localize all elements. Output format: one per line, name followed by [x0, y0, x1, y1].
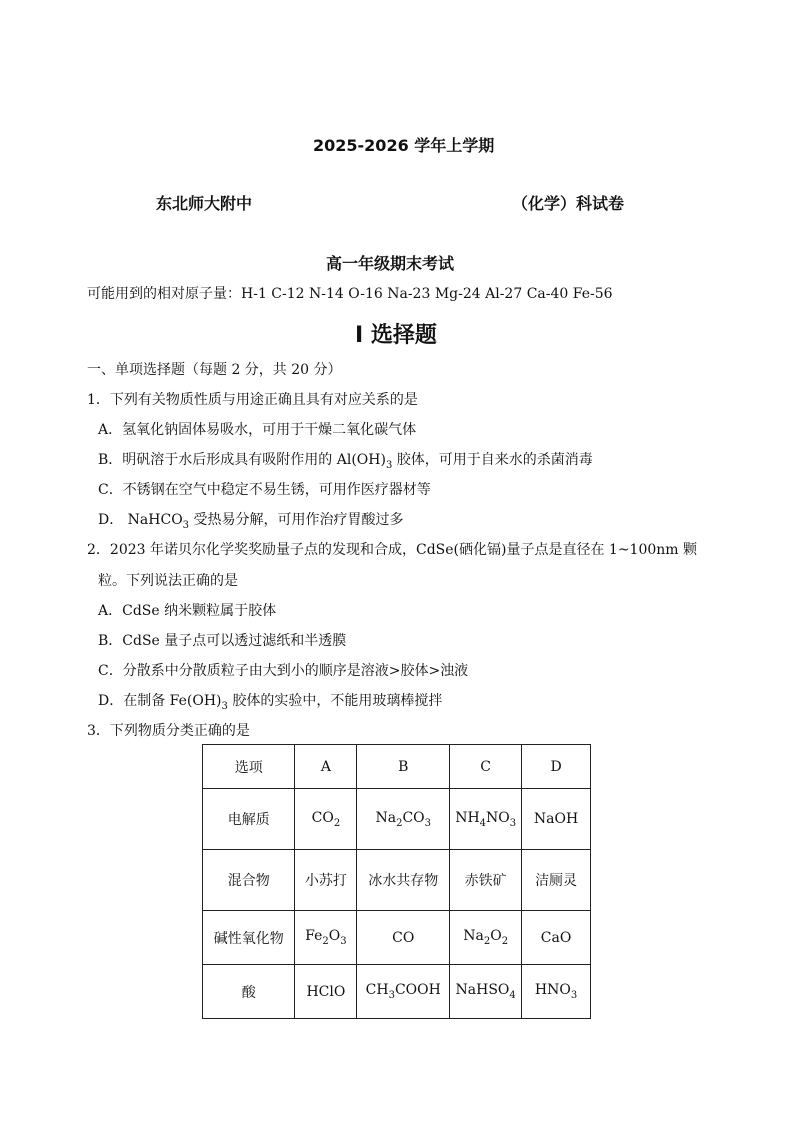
q2-option-c: C．分散系中分散质粒子由大到小的顺序是溶液>胶体>浊液	[98, 663, 469, 679]
q1-option-a: A．氢氧化钠固体易吸水，可用于干燥二氧化碳气体	[98, 422, 417, 438]
table-cell: $Na_2CO_3$	[357, 789, 450, 850]
table-header-cell: B	[357, 745, 450, 789]
table-cell: CO	[357, 911, 450, 965]
q3-stem: 3．下列物质分类正确的是	[87, 723, 250, 739]
table-row	[203, 850, 591, 911]
table-cell: 赤铁矿	[450, 850, 522, 911]
table-cell: CaO	[522, 911, 591, 965]
table-cell: $Fe_2O_3$	[295, 911, 357, 965]
row-label: 电解质	[203, 789, 295, 850]
table-row	[203, 911, 591, 965]
section-subtitle: 一、单项选择题（每题 2 分，共 20 分）	[87, 362, 342, 378]
q2-stem-line1: 2．2023 年诺贝尔化学奖奖励量子点的发现和合成，CdSe(硒化镉)量子点是直径在 1~100nm 颗	[87, 542, 698, 558]
table-cell: $HNO_3$	[522, 965, 591, 1019]
year-term-title: 2025-2026 学年上学期	[313, 136, 495, 155]
row-label: 碱性氧化物	[203, 911, 295, 965]
table-header-cell: A	[295, 745, 357, 789]
q1-option-c: C．不锈钢在空气中稳定不易生锈，可用作医疗器材等	[98, 482, 431, 498]
table-header-cell: 选项	[203, 745, 295, 789]
q2-option-b: B．CdSe 量子点可以透过滤纸和半透膜	[98, 633, 347, 649]
table-cell: NaOH	[522, 789, 591, 850]
table-cell: 冰水共存物	[357, 850, 450, 911]
q1-option-b: B．明矾溶于水后形成具有吸附作用的 $Al(OH)_3$ 胶体，可用于自来水的杀菌消毒	[98, 452, 593, 471]
school-name: 东北师大附中	[156, 194, 253, 213]
table-header-cell: D	[522, 745, 591, 789]
q1-stem: 1．下列有关物质性质与用途正确且具有对应关系的是	[87, 392, 418, 408]
q2-stem-line2: 粒。下列说法正确的是	[98, 573, 238, 589]
table-cell: $CH_3COOH$	[357, 965, 450, 1019]
table-cell: 洁厕灵	[522, 850, 591, 911]
table-cell: $Na_2O_2$	[450, 911, 522, 965]
classification-table	[202, 744, 591, 1019]
q1-option-d: D． NaHCO$_3$ 受热易分解，可用作治疗胃酸过多	[98, 512, 404, 531]
table-row	[203, 965, 591, 1019]
table-cell: $NH_4NO_3$	[450, 789, 522, 850]
table-header-row	[203, 745, 591, 789]
row-label: 酸	[203, 965, 295, 1019]
table-cell: $CO_2$	[295, 789, 357, 850]
section-title: I 选择题	[355, 323, 437, 348]
table-cell: HClO	[295, 965, 357, 1019]
subject-title: （化学）科试卷	[512, 194, 625, 213]
table-row	[203, 789, 591, 850]
table-cell: NaHSO$_4$	[450, 965, 522, 1019]
table-header-cell: C	[450, 745, 522, 789]
table-cell: 小苏打	[295, 850, 357, 911]
atomic-masses: 可能用到的相对原子量：H-1 C-12 N-14 O-16 Na-23 Mg-24 Al-27 Ca-40 Fe-56	[87, 286, 613, 302]
q2-option-a: A．CdSe 纳米颗粒属于胶体	[98, 603, 277, 619]
exam-name: 高一年级期末考试	[326, 254, 455, 273]
row-label: 混合物	[203, 850, 295, 911]
q2-option-d: D．在制备 $Fe(OH)_3$ 胶体的实验中，不能用玻璃棒搅拌	[98, 693, 443, 712]
